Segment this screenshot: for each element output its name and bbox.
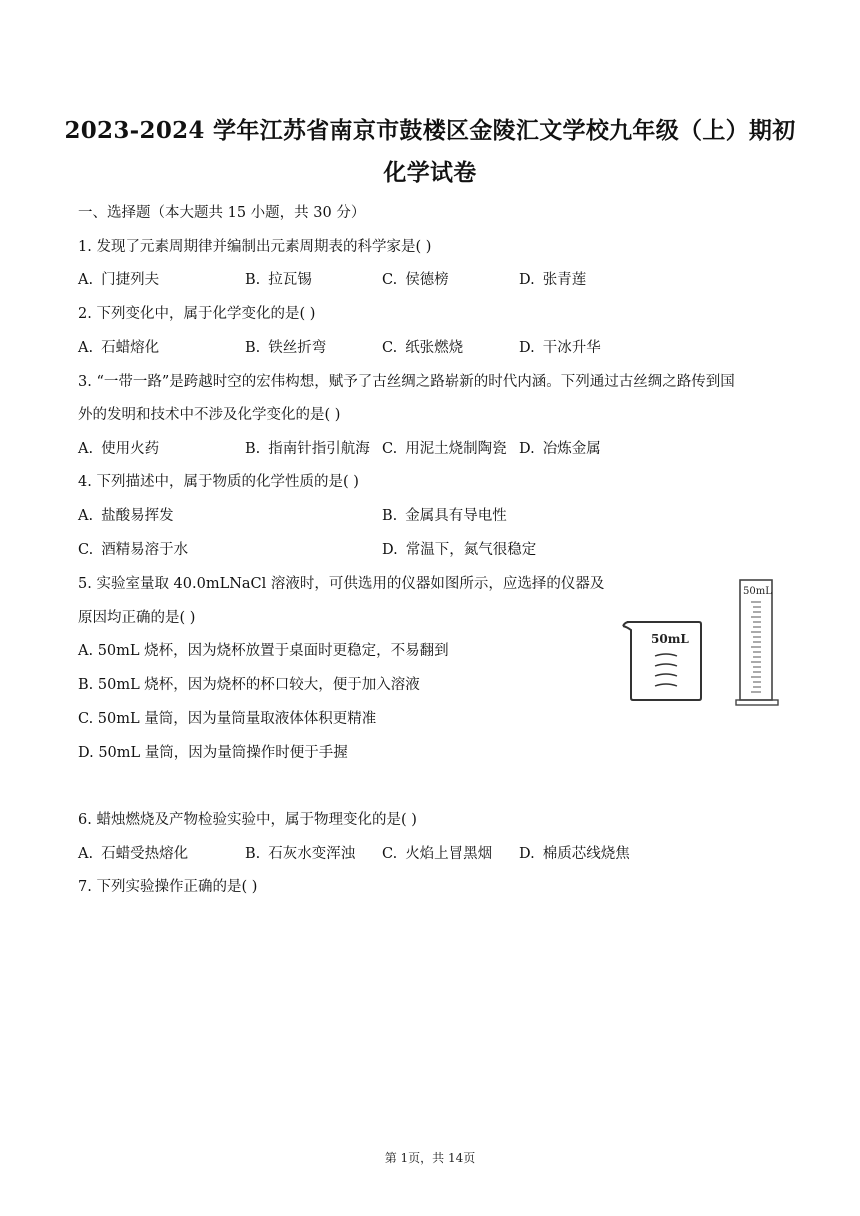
question-3-stem-line1: 3. “一带一路”是跨越时空的宏伟构想，赋予了古丝绸之路崭新的时代内涵。下列通过古丝绸之路传到国 <box>78 374 735 390</box>
question-5-option-b: B. 50mL 烧杯，因为烧杯的杯口较大，便于加入溶液 <box>78 677 420 693</box>
question-5-stem-line2: 原因均正确的是( ) <box>78 610 196 626</box>
page-title-line1: 2023-2024 学年江苏省南京市鼓楼区金陵汇文学校九年级（上）期初 <box>64 117 796 144</box>
question-5-stem-line1: 5. 实验室量取 40.0mLNaCl 溶液时，可供选用的仪器如图所示，应选择的仪器及 <box>78 576 605 592</box>
question-6-option-a: A. 石蜡受热熔化 <box>78 846 189 862</box>
question-1-stem: 1. 发现了元素周期律并编制出元素周期表的科学家是( ) <box>78 239 432 255</box>
question-4-stem: 4. 下列描述中，属于物质的化学性质的是( ) <box>78 474 359 490</box>
question-3-option-d: D. 冶炼金属 <box>519 441 601 457</box>
question-3-option-c: C. 用泥土烧制陶瓷 <box>382 441 507 457</box>
question-4-option-b: B. 金属具有导电性 <box>382 508 507 524</box>
question-6-option-c: C. 火焰上冒黑烟 <box>382 846 493 862</box>
beaker-label: 50mL <box>651 632 689 646</box>
graduated-cylinder-figure <box>734 576 782 708</box>
question-1-option-c: C. 侯德榜 <box>382 272 449 288</box>
question-1-option-d: D. 张青莲 <box>519 272 587 288</box>
page-footer: 第 1页，共 14页 <box>384 1151 476 1165</box>
question-1-option-a: A. 门捷列夫 <box>78 272 160 288</box>
question-5-option-c: C. 50mL 量筒，因为量筒量取液体体积更精准 <box>78 711 377 727</box>
question-6-stem: 6. 蜡烛燃烧及产物检验实验中，属于物理变化的是( ) <box>78 812 417 828</box>
cylinder-label: 50mL <box>743 586 772 597</box>
question-4-option-a: A. 盐酸易挥发 <box>78 508 174 524</box>
page-title-line2: 化学试卷 <box>383 159 477 186</box>
question-2-option-c: C. 纸张燃烧 <box>382 340 464 356</box>
question-2-option-d: D. 干冰升华 <box>519 340 601 356</box>
question-1-option-b: B. 拉瓦锡 <box>245 272 312 288</box>
question-6-option-b: B. 石灰水变浑浊 <box>245 846 356 862</box>
question-5-option-d: D. 50mL 量筒，因为量筒操作时便于手握 <box>78 745 348 761</box>
section-heading: 一、选择题（本大题共 15 小题，共 30 分） <box>78 205 366 221</box>
question-4-option-d: D. 常温下，氮气很稳定 <box>382 542 537 558</box>
question-3-stem-line2: 外的发明和技术中不涉及化学变化的是( ) <box>78 407 341 423</box>
question-7-stem: 7. 下列实验操作正确的是( ) <box>78 879 258 895</box>
beaker-figure <box>620 618 704 704</box>
question-2-stem: 2. 下列变化中，属于化学变化的是( ) <box>78 306 316 322</box>
question-2-option-b: B. 铁丝折弯 <box>245 340 327 356</box>
question-5-option-a: A. 50mL 烧杯，因为烧杯放置于桌面时更稳定，不易翻到 <box>78 643 449 659</box>
question-2-option-a: A. 石蜡熔化 <box>78 340 160 356</box>
question-3-option-a: A. 使用火药 <box>78 441 160 457</box>
question-6-option-d: D. 棉质芯线烧焦 <box>519 846 630 862</box>
question-4-option-c: C. 酒精易溶于水 <box>78 542 189 558</box>
question-3-option-b: B. 指南针指引航海 <box>245 441 370 457</box>
